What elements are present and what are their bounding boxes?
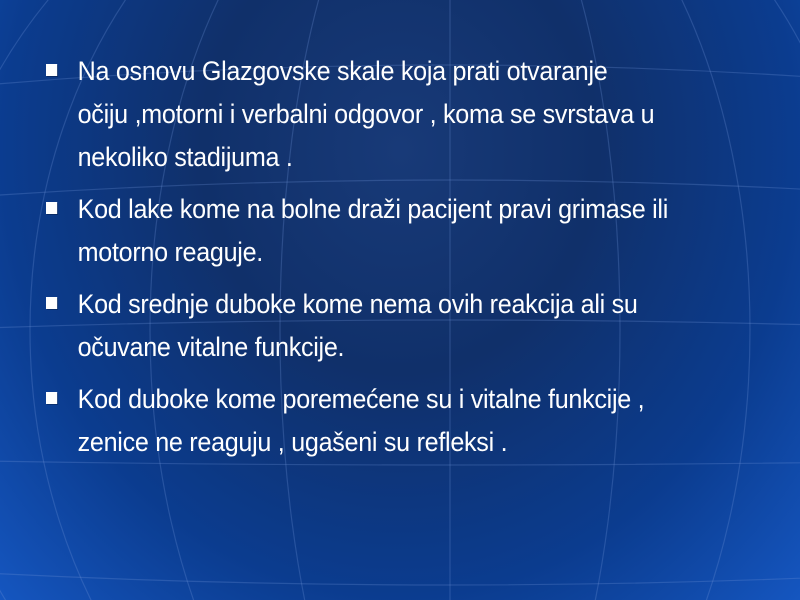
- bullet-line: Kod lake kome na bolne draži pacijent pravi grimase ili: [77, 194, 669, 224]
- bullet-item-medium-coma: [46, 283, 800, 369]
- bullet-line: Kod srednje duboke kome nema ovih reakcija ali su: [77, 289, 638, 319]
- bullet-line: očuvane vitalne funkcije.: [77, 332, 345, 362]
- square-bullet-icon: [46, 202, 57, 214]
- square-bullet-icon: [46, 64, 57, 76]
- bullet-line: Kod duboke kome poremećene su i vitalne funkcije ,: [77, 384, 645, 414]
- bullet-item-glasgow-scale: [46, 50, 800, 179]
- bullet-line: očiju ,motorni i verbalni odgovor , koma se svrstava u: [77, 99, 655, 129]
- square-bullet-icon: [46, 392, 57, 404]
- bullet-text: [78, 50, 789, 179]
- bullet-list: [46, 50, 791, 473]
- bullet-text: [78, 378, 789, 464]
- bullet-item-deep-coma: [46, 378, 800, 464]
- square-bullet-icon: [46, 297, 57, 309]
- bullet-line: motorno reaguje.: [77, 237, 263, 267]
- bullet-text: [78, 283, 789, 369]
- bullet-text: [78, 188, 789, 274]
- bullet-line: nekoliko stadijuma .: [77, 142, 293, 172]
- bullet-line: Na osnovu Glazgovske skale koja prati otvaranje: [77, 56, 608, 86]
- bullet-line: zenice ne reaguju , ugašeni su refleksi .: [77, 427, 508, 457]
- bullet-item-mild-coma: [46, 188, 800, 274]
